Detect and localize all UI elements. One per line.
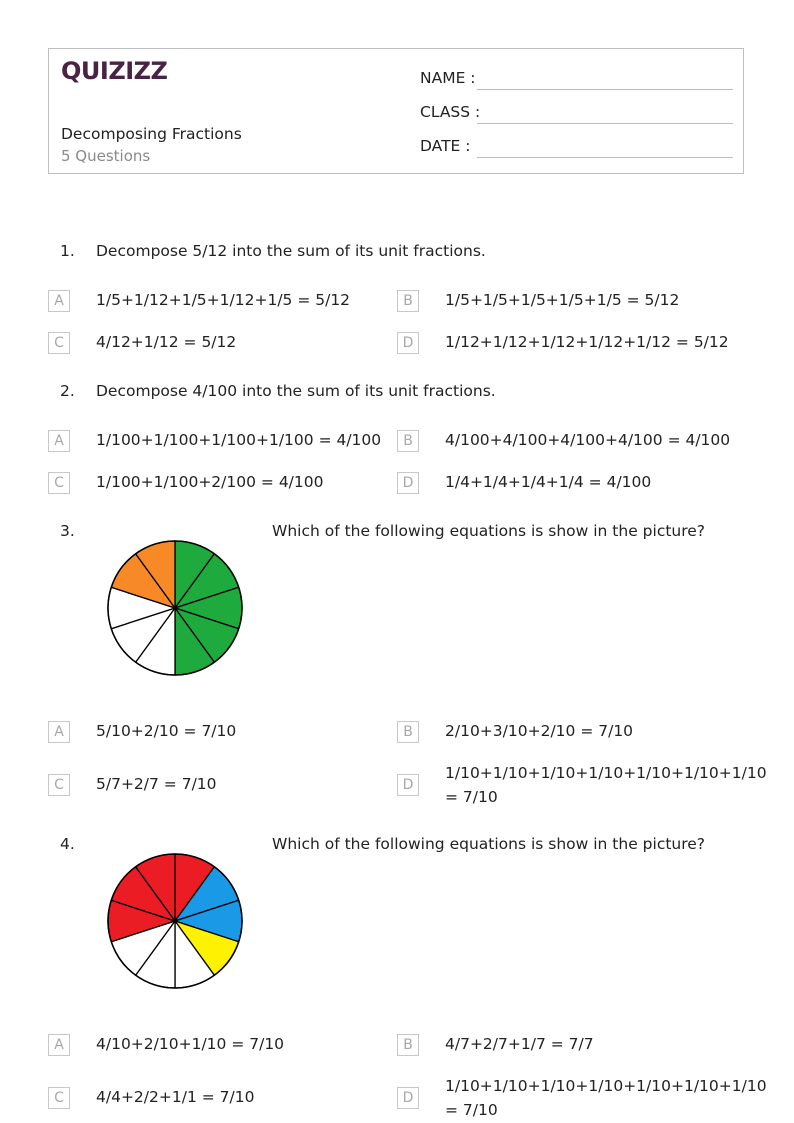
- question-text: Decompose 5/12 into the sum of its unit fractions.: [96, 242, 486, 260]
- quizizz-logo: QUIZIZZ: [61, 57, 168, 85]
- question-text: Decompose 4/100 into the sum of its unit fractions.: [96, 382, 496, 400]
- option-letter-b[interactable]: B: [397, 1034, 419, 1056]
- option-a-text[interactable]: 5/10+2/10 = 7/10: [96, 722, 237, 740]
- name-label: NAME :: [420, 69, 476, 87]
- option-c-text[interactable]: 1/100+1/100+2/100 = 4/100: [96, 473, 324, 491]
- option-letter-d[interactable]: D: [397, 1087, 419, 1109]
- option-letter-a[interactable]: A: [48, 1034, 70, 1056]
- option-letter-a[interactable]: A: [48, 290, 70, 312]
- option-c-text[interactable]: 4/12+1/12 = 5/12: [96, 333, 237, 351]
- option-letter-c[interactable]: C: [48, 472, 70, 494]
- option-d-text[interactable]: 1/10+1/10+1/10+1/10+1/10+1/10+1/10 = 7/10: [445, 1077, 767, 1119]
- option-d-text[interactable]: 1/10+1/10+1/10+1/10+1/10+1/10+1/10 = 7/10: [445, 764, 767, 806]
- worksheet-title: Decomposing Fractions: [61, 125, 242, 143]
- date-label: DATE :: [420, 137, 471, 155]
- class-line[interactable]: [477, 123, 733, 124]
- question-text: Which of the following equations is show in the picture?: [272, 522, 706, 540]
- worksheet-header: [48, 48, 744, 174]
- question-text: Which of the following equations is show in the picture?: [272, 835, 706, 853]
- option-letter-c[interactable]: C: [48, 332, 70, 354]
- option-letter-c[interactable]: C: [48, 774, 70, 796]
- question-number: 4.: [60, 835, 75, 853]
- name-line[interactable]: [477, 89, 733, 90]
- option-letter-a[interactable]: A: [48, 430, 70, 452]
- question-number: 3.: [60, 522, 75, 540]
- question-count: 5 Questions: [61, 147, 151, 165]
- option-letter-b[interactable]: B: [397, 721, 419, 743]
- option-letter-d[interactable]: D: [397, 472, 419, 494]
- option-d-text[interactable]: 1/4+1/4+1/4+1/4 = 4/100: [445, 473, 652, 491]
- option-b-text[interactable]: 2/10+3/10+2/10 = 7/10: [445, 722, 634, 740]
- date-line[interactable]: [477, 157, 733, 158]
- option-a-text[interactable]: 1/100+1/100+1/100+1/100 = 4/100: [96, 431, 382, 449]
- fraction-circle-image: [106, 852, 244, 990]
- option-b-text[interactable]: 4/7+2/7+1/7 = 7/7: [445, 1035, 594, 1053]
- fraction-circle-image: [106, 539, 244, 677]
- option-b-text[interactable]: 4/100+4/100+4/100+4/100 = 4/100: [445, 431, 731, 449]
- option-letter-b[interactable]: B: [397, 430, 419, 452]
- option-letter-d[interactable]: D: [397, 332, 419, 354]
- option-a-text[interactable]: 4/10+2/10+1/10 = 7/10: [96, 1035, 285, 1053]
- question-number: 1.: [60, 242, 75, 260]
- option-a-text[interactable]: 1/5+1/12+1/5+1/12+1/5 = 5/12: [96, 291, 351, 309]
- class-label: CLASS :: [420, 103, 481, 121]
- option-b-text[interactable]: 1/5+1/5+1/5+1/5+1/5 = 5/12: [445, 291, 680, 309]
- option-letter-b[interactable]: B: [397, 290, 419, 312]
- question-number: 2.: [60, 382, 75, 400]
- option-letter-c[interactable]: C: [48, 1087, 70, 1109]
- option-d-text[interactable]: 1/12+1/12+1/12+1/12+1/12 = 5/12: [445, 333, 729, 351]
- option-letter-a[interactable]: A: [48, 721, 70, 743]
- option-letter-d[interactable]: D: [397, 774, 419, 796]
- option-c-text[interactable]: 5/7+2/7 = 7/10: [96, 775, 217, 793]
- option-c-text[interactable]: 4/4+2/2+1/1 = 7/10: [96, 1088, 255, 1106]
